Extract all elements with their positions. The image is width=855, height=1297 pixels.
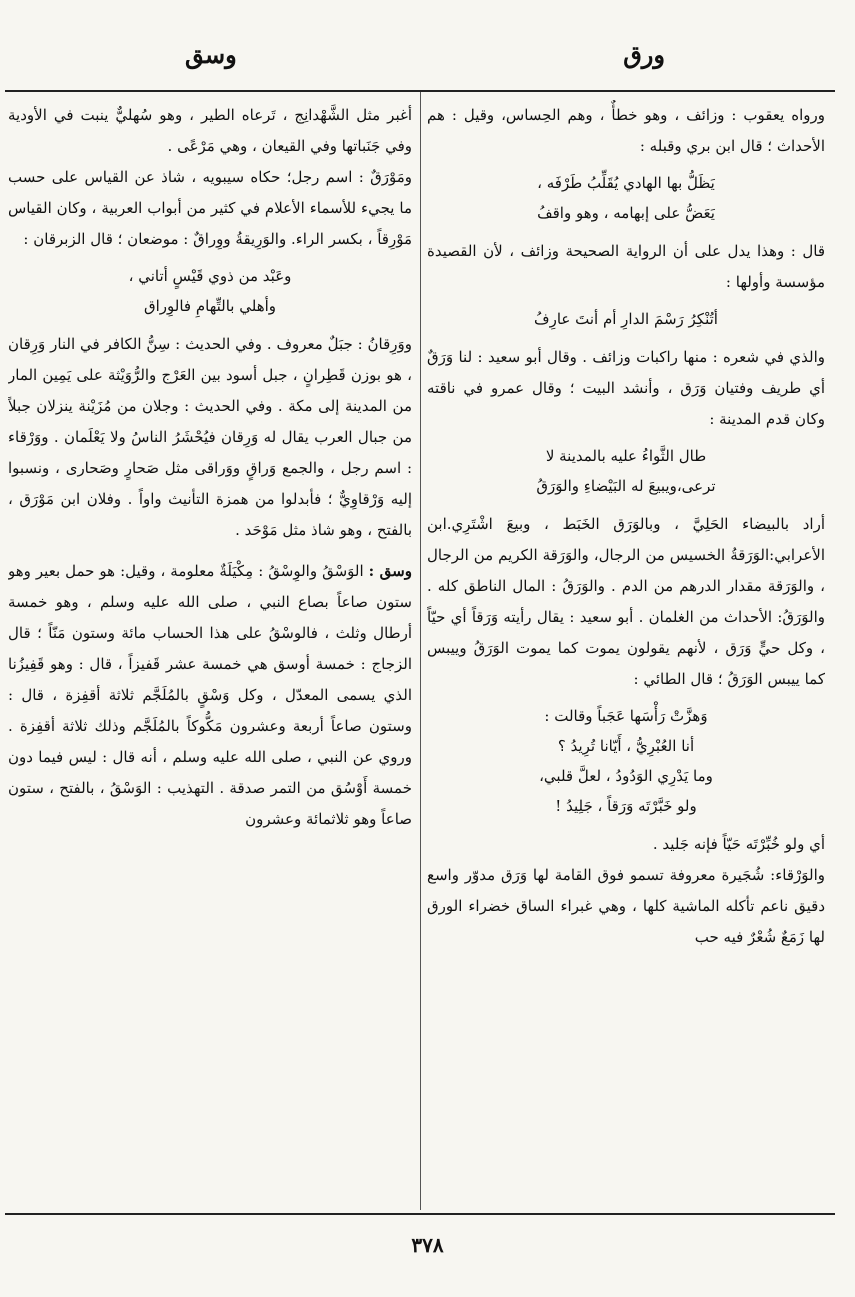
header-root-left: وسق — [185, 40, 237, 69]
paragraph: ومَوْرَقٌ : اسم رجل؛ حكاه سيبويه ، شاذ عن القياس على حسب ما يجيء للأسماء الأعلام في كثير من أبواب العربية ، وكان القياس مَوْرِقاً ، بكسر الراء. والوَرِيقةُ ووِراقٌ : موضعان ؛ قال الزبرقان : — [8, 168, 412, 248]
paragraph: ورواه يعقوب : وزائف ، وهو خطأٌ ، وهم الحِساس، وقيل : هم الأحداث ؛ قال ابن بري وقبله : — [427, 106, 825, 155]
verse-line: وعَبْد من ذوي قَيْسٍ أتاني ، — [128, 267, 292, 285]
paragraph: ووَرِقانُ : جبَلٌ معروف . وفي الحديث : سِنُّ الكافر في النار وَرِقان ، هو بوزن قَطِرانٍ ، جبل أسود بين العَرْج والرُّوَيْثة على يَمِين المار من المدينة إلى مكة . وفي الحديث : وجلان من مُزَيْنة ينزلان جبلاً من جبال العرب يقال له وَرِقان فيُحْشَرُ الناسُ ولا يَعْلَمان . ووَرْقاء : اسم رجل ، والجمع وَراقٍ ووَراقى مثل صَحارٍ وصَحارى ، ونسبوا إليه وَرْقاوِيٌّ ؛ فأبدلوا من همزة التأنيث واواً . وفلان ابن مَوْرَق ، بالفتح ، وهو شاذ مثل مَوْحَد . — [8, 335, 412, 539]
verse-line: أنا العُبْرِيُّ ، أَيّانا تُرِيدُ ؟ — [557, 737, 695, 755]
paragraph: والوَرْقاء: شُجَيرة معروفة تسمو فوق القامة لها وَرَق مدوّر واسع دقيق ناعم تأكله الماشية كلها ، وهي غبراء الساق خضراء الورق لها زَمَعٌ شُعْرٌ فيه حب — [427, 866, 825, 946]
page-header — [0, 40, 855, 80]
verse-line: أتُنْكِرُ رَسْمَ الدارِ أم أنتَ عارِفُ — [534, 310, 718, 328]
paragraph: أراد بالبيضاء الحَلِيَّ ، وبالوَرَق الخَبَط ، وبيعَ اشْتَرِي.ابن الأعرابي:الوَرَقةُ الخسيس من الرجال، والوَرَقة الكريم من الرجال ، والوَرَقة مقدار الدرهم من الدم . والوَرَقُ : المال الناطق كله . والوَرَقُ: الأحداث من الغلمان . أبو سعيد : يقال رأيته وَرَقاً أي حيّاً ، وكل حيٍّ وَرَق ، لأنهم يقولون يموت كما يموت الوَرَقُ وييبس كما ييبس الوَرَقُ ؛ قال الطائي : — [427, 515, 825, 688]
verse-block — [427, 304, 825, 334]
paragraph: قال : وهذا يدل على أن الرواية الصحيحة وزائف ، لأن القصيدة مؤسسة وأولها : — [427, 242, 825, 291]
entry-wasq — [8, 556, 412, 835]
verse-line: ترعى،ويبيعَ له البَيْضاءِ والوَرَقُ — [536, 477, 716, 495]
page-number: ٣٧٨ — [411, 1233, 444, 1257]
right-column — [427, 100, 825, 1205]
paragraph: والذي في شعره : منها راكبات وزائف . وقال أبو سعيد : لنا وَرَقٌ أي طريف وفتيان وَرَق ، وأنشد البيت ؛ وقال عمرو في ناقته وكان قدم المدينة : — [427, 348, 825, 428]
verse-line: ولو خَبَّرْتَه وَرَقاً ، جَلِيدُ ! — [555, 797, 697, 815]
left-column — [8, 100, 412, 1205]
paragraph: أغبر مثل الشَّهْدانِج ، تَرعاه الطير ، وهو سُهليٌّ ينبت في الأودية وفي جَنَباتها وفي القيعان ، وهي مَرْعًى . — [8, 106, 412, 155]
verse-line: وأهلي بالتِّهامِ فالوِراق — [143, 297, 277, 315]
entry-body: الوَسْقُ والوِسْقُ : مِكْيَلَةٌ معلومة ، وقيل: هو حمل بعير وهو ستون صاعاً بصاع النبي ، صلى الله عليه وسلم ، وهو خمسة أرطال وثلث ، فالوسْقُ على هذا الحساب مائة وستون مَنّاً ؛ قال الزجاج : خمسة أوسق هي خمسة عشر قَفيزاً ، قال : وهو قَفِيزُنا الذي يسمى المعدّل ، وكل وَسْقٍ بالمُلَجَّم ثلاثة أقفِزة ، قال : وستون صاعاً أربعة وعشرون مَكُّوكاً بالمُلَجَّم وذلك ثلاثة أقفِزة . وروي عن النبي ، صلى الله عليه وسلم ، أنه قال : ليس فيما دون خمسة أَوْسُق من التمر صدقة . التهذيب : الوَسْقُ ، بالفتح ، ستون صاعاً وهو ثلاثمائة وعشرون — [8, 562, 412, 828]
column-divider — [420, 92, 421, 1210]
verse-block — [427, 168, 825, 228]
verse-block — [427, 701, 825, 821]
header-root-right: ورق — [623, 40, 665, 69]
verse-block — [8, 261, 412, 321]
verse-line: يَظَلُّ بها الهادي يُقَلِّبُ طَرْفَه ، — [537, 174, 715, 192]
verse-block — [427, 441, 825, 501]
verse-line: وَهزَّتْ رَأْسَها عَجَباً وقالت : — [544, 707, 708, 725]
entry-separator — [8, 546, 412, 556]
paragraph: أي ولو خُبِّرْتَه حَيّاً فإنه جَليد . — [652, 835, 825, 853]
entry-headword: وسق : — [368, 562, 412, 580]
verse-line: يَعَضُّ على إبهامه ، وهو واقفُ — [537, 204, 715, 222]
verse-line: طال الثَّواءُ عليه بالمدينة لا — [545, 447, 707, 465]
verse-line: وما يَدْرِي الوَدُودُ ، لعلَّ قلبي، — [539, 767, 713, 785]
bottom-rule — [5, 1213, 835, 1215]
